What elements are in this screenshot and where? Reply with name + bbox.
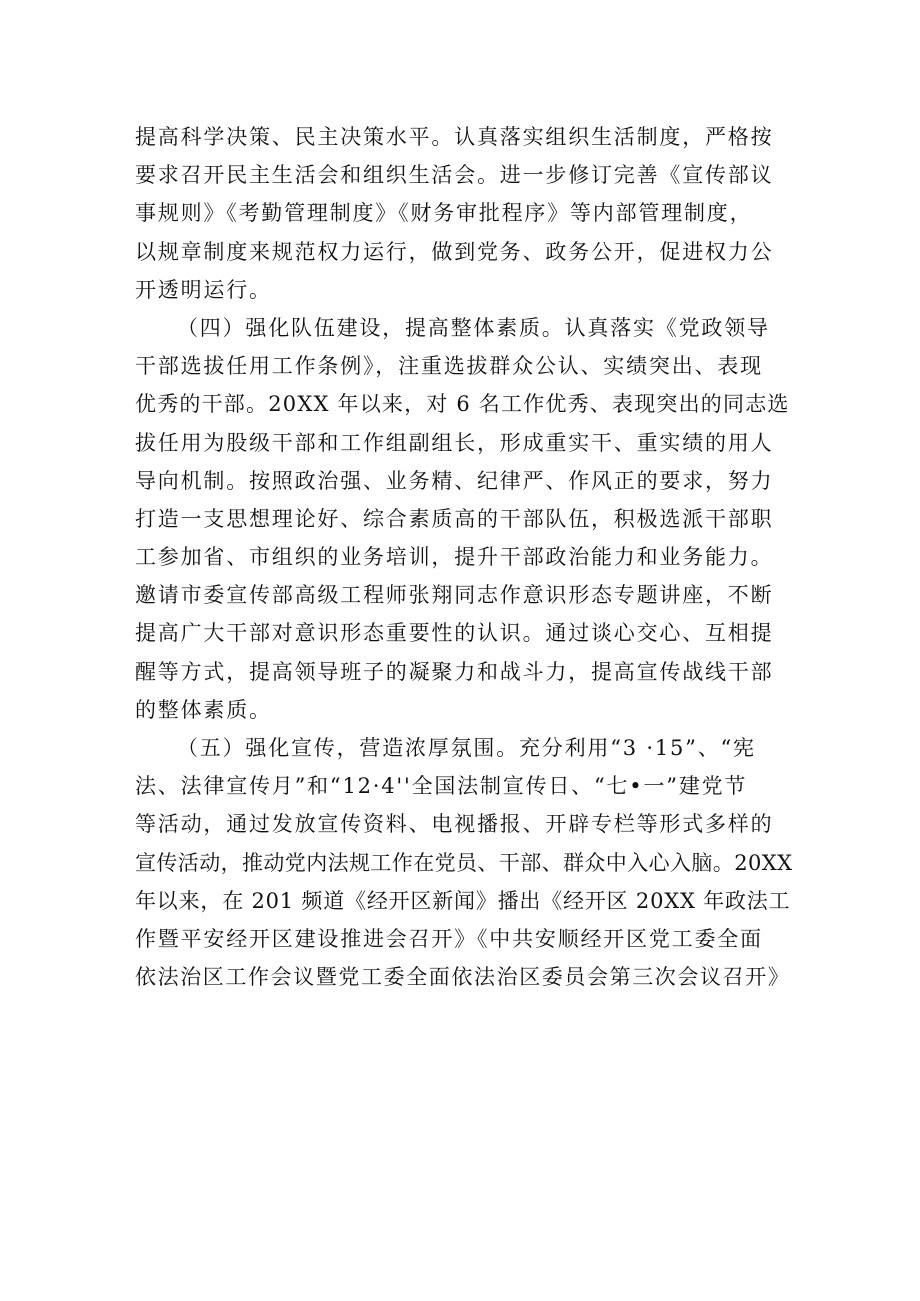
text-line: 打造一支思想理论好、综合素质高的干部队伍，积极选派干部职 bbox=[135, 506, 774, 531]
text-line: 工参加省、市组织的业务培训，提升干部政治能力和业务能力。 bbox=[135, 545, 774, 570]
text-line: 优秀的干部。20XX 年以来，对 6 名工作优秀、表现突出的同志选 bbox=[135, 392, 790, 417]
text-line: 干部选拔任用工作条例》，注重选拔群众公认、实绩突出、表现 bbox=[135, 354, 763, 379]
text-line: 醒等方式，提高领导班子的凝聚力和战斗力，提高宣传战线干部 bbox=[135, 659, 774, 684]
section-heading-line: （五）强化宣传，营造浓厚氛围。充分利用“3 ·15”、“宪 bbox=[177, 736, 756, 760]
section-heading-line: （四）强化队伍建设，提高整体素质。认真落实《党政领导 bbox=[177, 315, 770, 340]
text-line: 提高广大干部对意识形态重要性的认识。通过谈心交心、互相提 bbox=[135, 621, 774, 646]
text-line: 要求召开民主生活会和组织生活会。进一步修订完善《宣传部议 bbox=[135, 163, 774, 188]
text-line: 法、法律宣传月”和“12·4''全国法制宣传日、“七•一”建党节 bbox=[135, 774, 748, 799]
text-line: 年以来，在 201 频道《经开区新闻》播出《经开区 20XX 年政法工 bbox=[135, 888, 791, 913]
text-line: 的整体素质。 bbox=[135, 697, 272, 722]
document-body bbox=[135, 118, 795, 996]
text-line: 作暨平安经开区建设推进会召开》《中共安顺经开区党工委全面 bbox=[135, 926, 763, 951]
text-line: 依法治区工作会议暨党工委全面依法治区委员会第三次会议召开》 bbox=[135, 965, 791, 990]
text-line: 提高科学决策、民主决策水平。认真落实组织生活制度，严格按 bbox=[135, 125, 774, 149]
text-line: 开透明运行。 bbox=[135, 277, 272, 302]
text-line: 等活动，通过发放宣传资料、电视播报、开辟专栏等形式多样的 bbox=[135, 812, 774, 837]
text-line: 拔任用为股级干部和工作组副组长，形成重实干、重实绩的用人 bbox=[135, 430, 774, 455]
text-line: 事规则》《考勤管理制度》《财务审批程序》等内部管理制度， bbox=[135, 201, 753, 226]
text-line: 邀请市委宣传部高级工程师张翔同志作意识形态专题讲座，不断 bbox=[135, 583, 774, 608]
text-line: 宣传活动，推动党内法规工作在党员、干部、群众中入心入脑。20XX bbox=[135, 850, 793, 875]
text-line: 导向机制。按照政治强、业务精、纪律严、作风正的要求，努力 bbox=[135, 468, 774, 493]
text-line: 以规章制度来规范权力运行，做到党务、政务公开，促进权力公 bbox=[135, 239, 774, 264]
